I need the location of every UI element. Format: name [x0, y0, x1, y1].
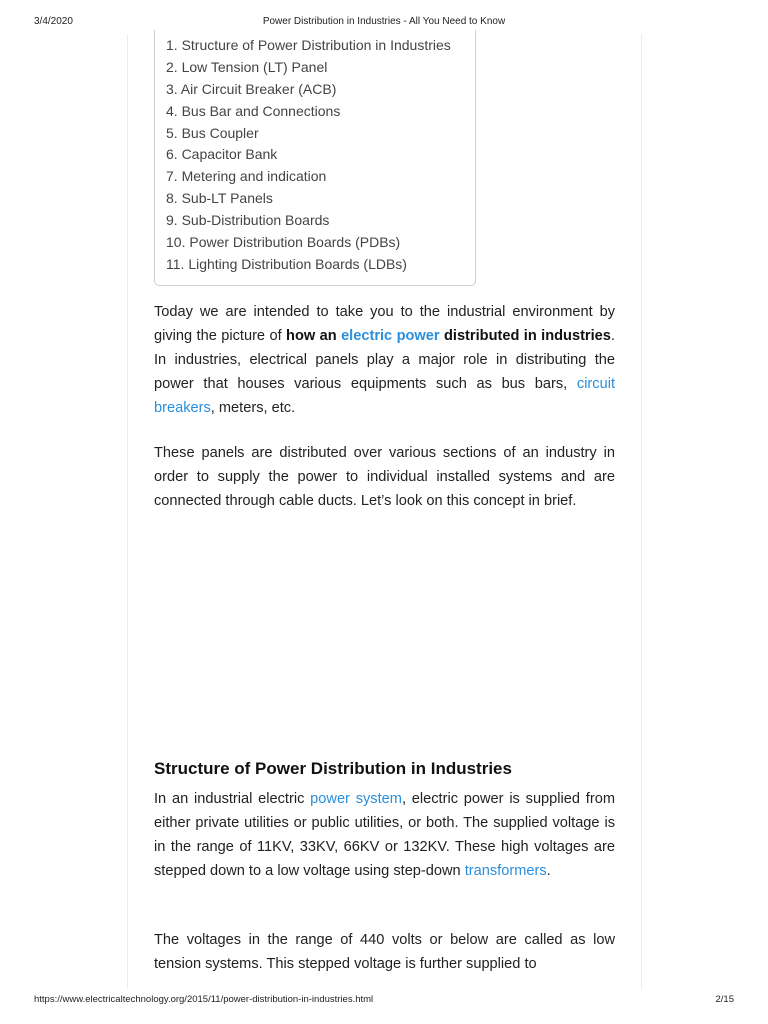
toc-item[interactable]: [166, 35, 451, 57]
intro-paragraph-1: [154, 300, 615, 420]
toc-link[interactable]: 8. Sub-LT Panels: [166, 190, 273, 207]
toc-link[interactable]: 1. Structure of Power Distribution in Industries: [166, 37, 451, 53]
toc-link[interactable]: 6. Capacitor Bank: [166, 146, 278, 163]
toc-link[interactable]: 2. Low Tension (LT) Panel: [166, 58, 328, 75]
power-system-link[interactable]: power system: [310, 791, 402, 807]
toc-list: [166, 35, 451, 276]
section-heading: Structure of Power Distribution in Industries: [154, 759, 512, 778]
electric-power-link[interactable]: electric power: [341, 328, 440, 344]
toc-item[interactable]: [166, 79, 451, 101]
toc-item[interactable]: [166, 210, 451, 232]
toc-link[interactable]: 5. Bus Coupler: [166, 124, 259, 141]
text-run: , meters, etc.: [210, 400, 296, 416]
section-paragraph-2: The voltages in the range of 440 volts or below are called as low tension systems. This stepped voltage is further supplied to: [154, 932, 615, 972]
toc-item[interactable]: [166, 254, 451, 276]
toc-item[interactable]: [166, 101, 451, 123]
toc-item[interactable]: [166, 166, 451, 188]
circuit-breakers-link[interactable]: circuit breakers: [154, 376, 615, 416]
toc-link[interactable]: 3. Air Circuit Breaker (ACB): [166, 80, 337, 97]
intro-paragraph-2: These panels are distributed over various sections of an industry in order to supply the power to individual installed systems and are connected through cable ducts. Let’s look on this concept in brief.: [154, 445, 615, 509]
text-run: , electric power is supplied from either private utilities or public utilities, or both. The supplied voltage is in the range of 11KV, 33KV, 66KV or 132KV. These high voltages are stepped down to a low voltage using step-down: [154, 791, 615, 879]
toc-link[interactable]: 10. Power Distribution Boards (PDBs): [166, 234, 401, 251]
toc-link[interactable]: 9. Sub-Distribution Boards: [166, 212, 330, 229]
print-date: 3/4/2020: [34, 16, 73, 27]
print-header: [0, 16, 768, 30]
print-footer: [0, 994, 768, 1008]
bold-text: distributed in industries: [439, 328, 611, 344]
toc-link[interactable]: 4. Bus Bar and Connections: [166, 102, 341, 119]
section-paragraph-1: [154, 787, 615, 883]
text-run: .: [546, 863, 551, 879]
toc-item[interactable]: [166, 188, 451, 210]
toc-link[interactable]: 11. Lighting Distribution Boards (LDBs): [166, 255, 407, 272]
text-run: In an industrial electric: [154, 791, 311, 807]
text-run: . In industries, electrical panels play a major role in distributing the power that houses various equipments such as bus bars,: [154, 328, 615, 392]
toc-item[interactable]: [166, 57, 451, 79]
page-number: 2/15: [715, 994, 734, 1005]
transformers-link[interactable]: transformers: [464, 863, 547, 879]
toc-link[interactable]: 7. Metering and indication: [166, 168, 327, 185]
bold-text: how an: [286, 328, 342, 344]
page-url: https://www.electricaltechnology.org/2015/11/power-distribution-in-industries.html: [34, 994, 374, 1005]
toc-item[interactable]: [166, 232, 451, 254]
toc-item[interactable]: [166, 123, 451, 145]
document-title: Power Distribution in Industries - All You Need to Know: [262, 16, 506, 27]
text-run: Today we are intended to take you to the industrial environment by giving the picture of: [154, 304, 615, 344]
toc-item[interactable]: [166, 144, 451, 166]
table-of-contents: [154, 30, 476, 286]
